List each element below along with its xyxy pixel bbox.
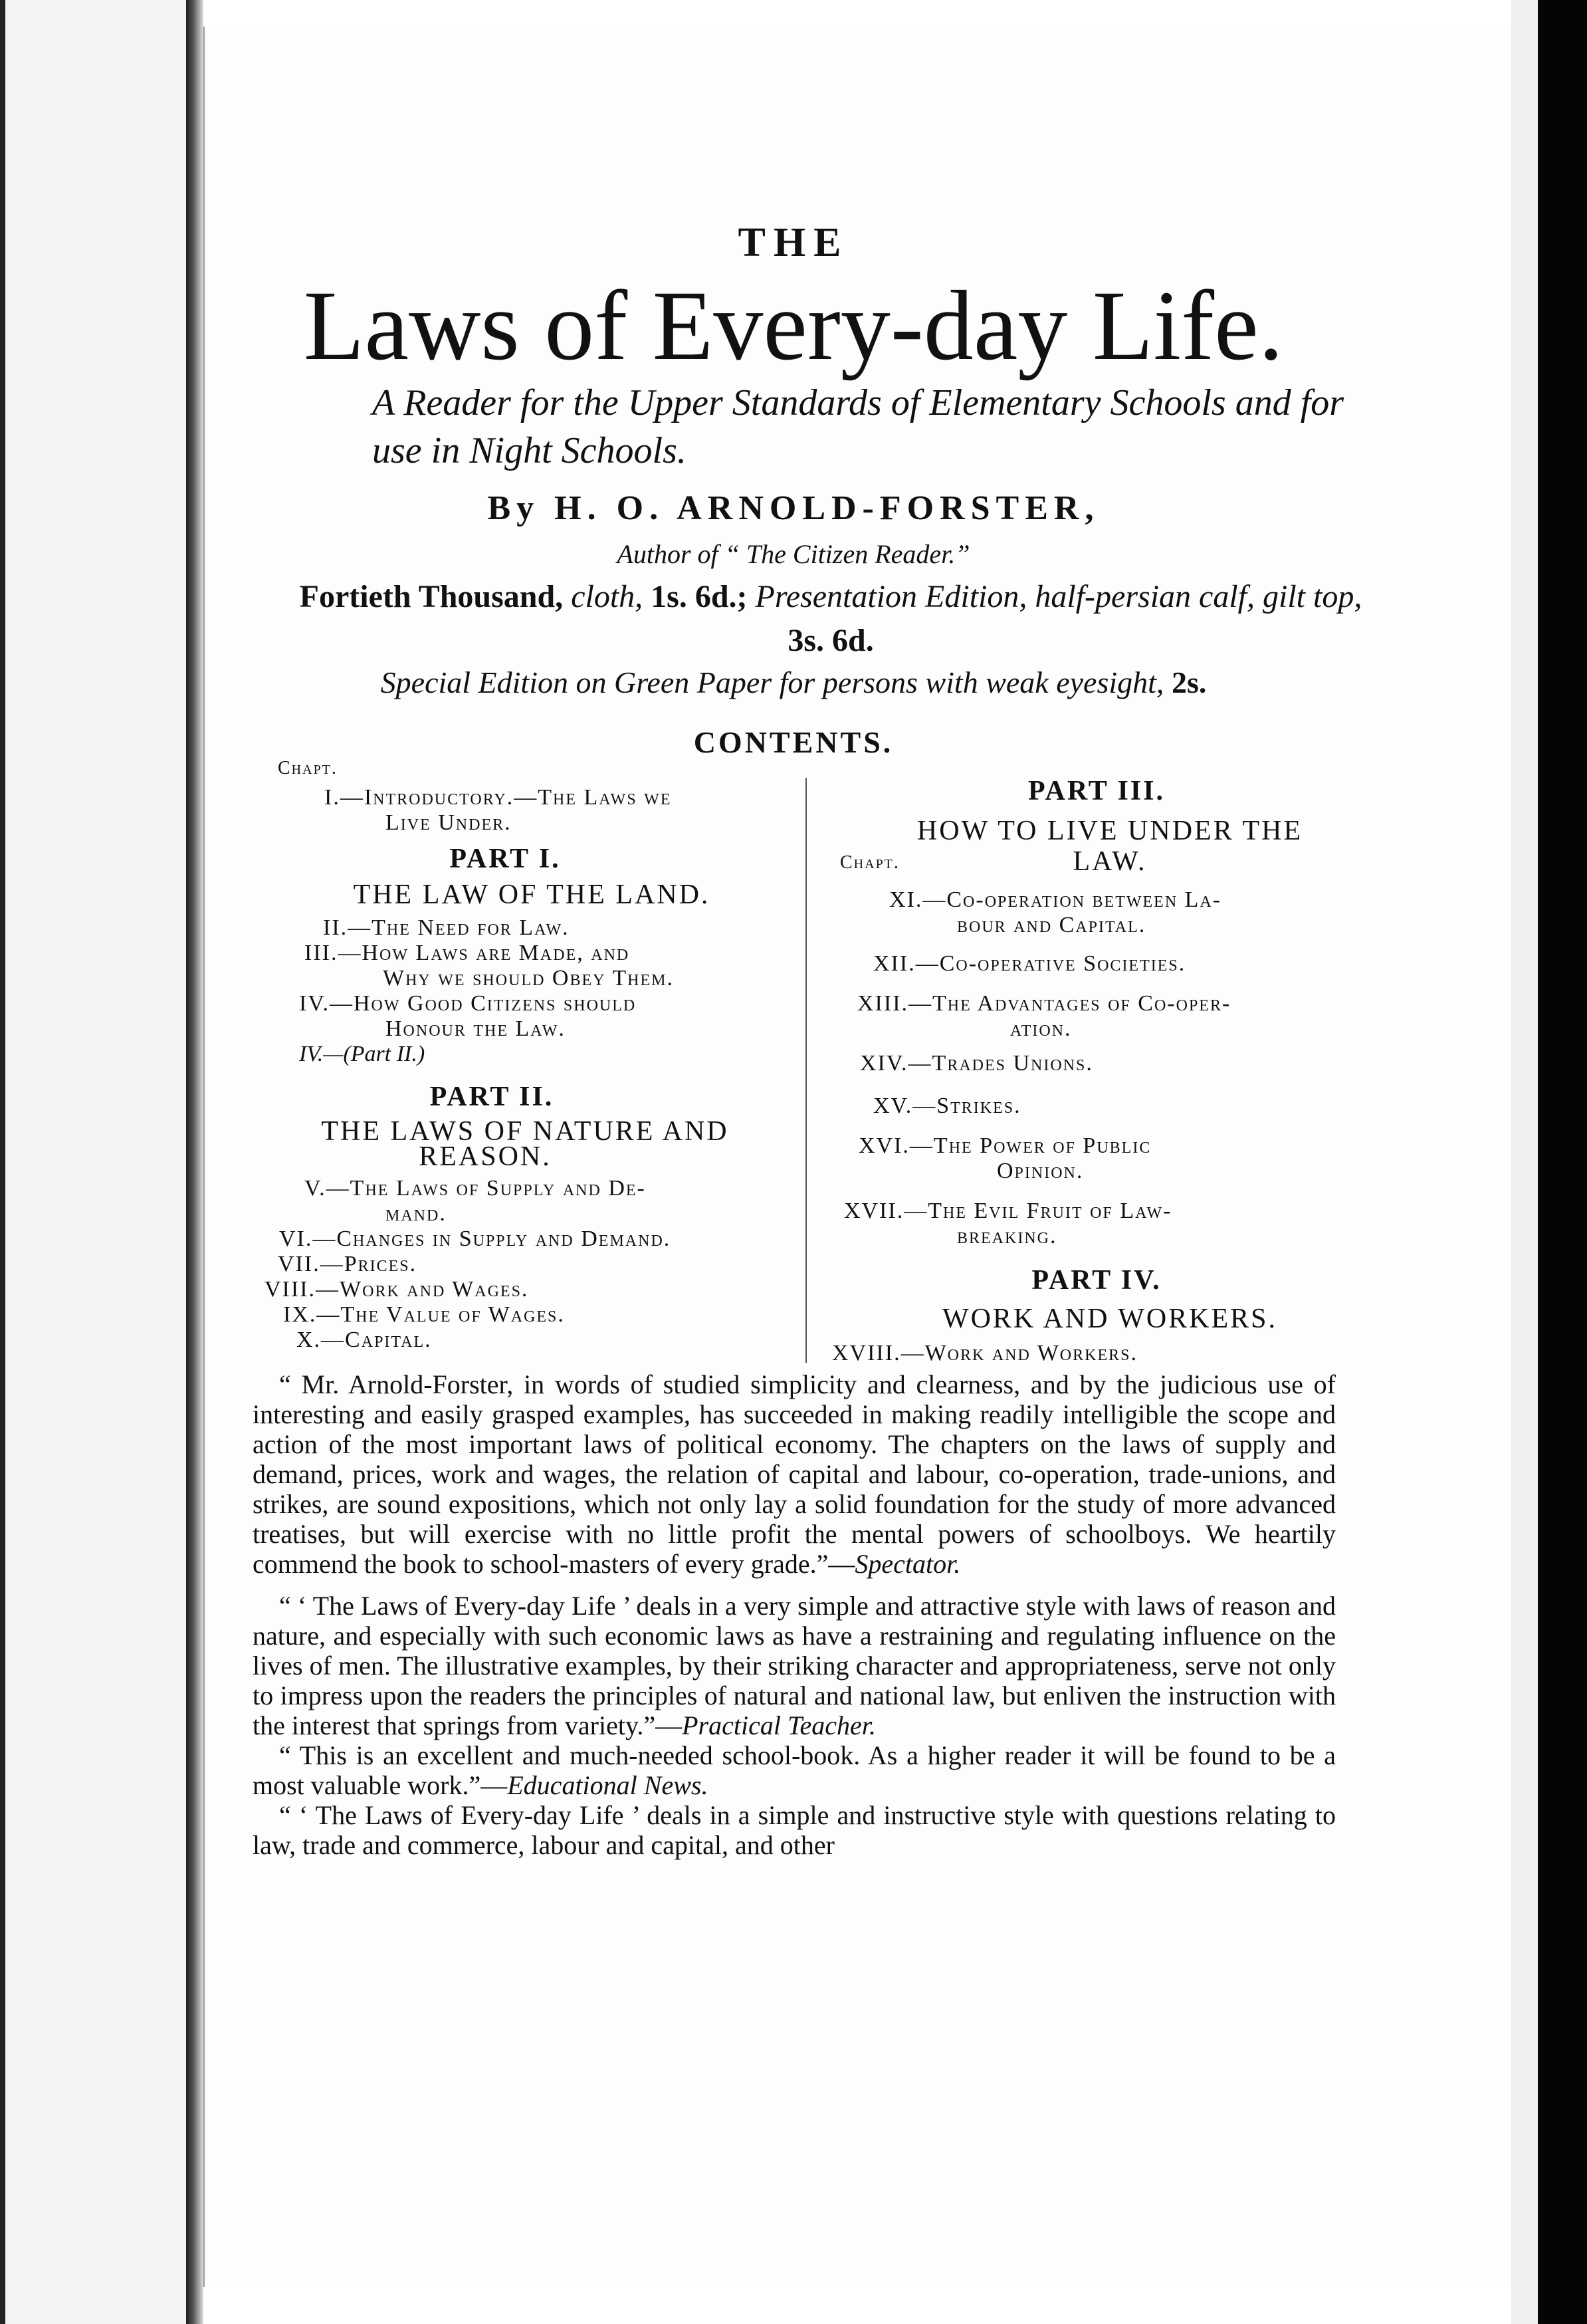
toc-ch4-cont: Honour the Law. <box>385 1016 566 1041</box>
toc-ch4-part2: IV.—(Part II.) <box>299 1042 425 1066</box>
part2-title: THE LAWS OF NATURE AND <box>321 1116 729 1147</box>
toc-ch14: XIV.—Trades Unions. <box>860 1051 1093 1076</box>
edition-presentation: Presentation Edition, half-persian calf, gilt top, <box>755 579 1362 614</box>
review-continued <box>253 1800 1336 1860</box>
part3-heading: PART III. <box>1027 776 1165 806</box>
toc-ch6: VI.—Changes in Supply and Demand. <box>279 1226 671 1251</box>
toc-ch11: XI.—Co-operation between La- <box>889 887 1222 912</box>
review-source: Educational News. <box>507 1770 708 1800</box>
book-title: Laws of Every-day Life. <box>303 271 1284 381</box>
toc-ch11-cont: bour and Capital. <box>957 913 1146 937</box>
part1-title: THE LAW OF THE LAND. <box>353 879 710 910</box>
review-spectator <box>253 1369 1336 1579</box>
toc-ch8: VIII.—Work and Wages. <box>264 1277 529 1302</box>
special-edition-text: Special Edition on Green Paper for persons with weak eyesight, <box>380 665 1164 699</box>
contents-heading: CONTENTS. <box>693 725 894 759</box>
press-reviews <box>253 1369 1336 1860</box>
author-credits: Author of “ The Citizen Reader.” <box>617 539 970 569</box>
review-educational-news <box>253 1740 1336 1800</box>
toc-ch12: XII.—Co-operative Societies. <box>873 951 1186 976</box>
toc-ch17-cont: breaking. <box>957 1224 1057 1248</box>
toc-ch17: XVII.—The Evil Fruit of Law- <box>844 1199 1172 1223</box>
special-edition <box>0 665 1587 700</box>
toc-ch16-cont: Opinion. <box>997 1159 1084 1183</box>
edition-info <box>286 575 1376 663</box>
toc-ch2: II.—The Need for Law. <box>323 915 570 940</box>
chapt-label-left: Chapt. <box>278 758 338 778</box>
toc-ch10: X.—Capital. <box>296 1328 432 1352</box>
toc-ch1-cont: Live Under. <box>385 810 512 835</box>
review-source: Practical Teacher. <box>682 1710 876 1740</box>
review-text: “ Mr. Arnold-Forster, in words of studied simplicity and clearness, and by the judicious use of interesting and easily grasped examples, has succeeded in making readily intelligible the scope and action of the most important laws of political economy. The chapters on the laws of supply and demand, prices, work and wages, the relation of capital and labour, co-operation, trade-unions, and strikes, are sound expositions, which not only lay a solid foundation for the study of more advanced treatises, but will exercise with no little profit the mental powers of schoolboys. We heartily commend the book to school-masters of every grade.”— <box>253 1369 1336 1579</box>
edition-presentation-price: 3s. 6d. <box>788 623 874 658</box>
part4-heading: PART IV. <box>1031 1265 1162 1296</box>
title-the: THE <box>738 220 849 265</box>
special-edition-price: 2s. <box>1171 665 1207 699</box>
toc-ch13-cont: ation. <box>1010 1016 1072 1041</box>
toc-ch5-cont: mand. <box>385 1201 447 1226</box>
part4-title: WORK AND WORKERS. <box>942 1304 1278 1334</box>
toc-ch16: XVI.—The Power of Public <box>859 1133 1152 1158</box>
part3-title: HOW TO LIVE UNDER THE <box>916 816 1303 846</box>
toc-ch3-cont: Why we should Obey Them. <box>383 966 674 990</box>
toc-ch15: XV.—Strikes. <box>873 1094 1021 1118</box>
review-practical-teacher <box>253 1591 1336 1740</box>
review-text: “ ‘ The Laws of Every-day Life ’ deals in a simple and instructive style with questions relating to law, trade and commerce, labour and capital, and other <box>253 1800 1336 1860</box>
toc-ch7: VII.—Prices. <box>278 1252 417 1276</box>
toc-ch18: XVIII.—Work and Workers. <box>832 1341 1138 1365</box>
edition-price: 1s. 6d.; <box>651 579 748 614</box>
book-subtitle: A Reader for the Upper Standards of Elementary Schools and for use in Night Schools. <box>372 382 1344 471</box>
edition-binding: cloth, <box>571 579 643 614</box>
part2-title-cont: REASON. <box>419 1141 552 1172</box>
toc-ch3: III.—How Laws are Made, and <box>304 941 630 965</box>
review-source: Spectator. <box>855 1549 961 1579</box>
author-byline: By H. O. ARNOLD-FORSTER, <box>487 489 1100 527</box>
toc-ch4: IV.—How Good Citizens should <box>299 991 637 1016</box>
edition-thousand: Fortieth Thousand, <box>299 579 564 614</box>
part3-title-cont: LAW. <box>1073 846 1147 877</box>
review-text: “ ‘ The Laws of Every-day Life ’ deals in a very simple and attractive style with laws of reason and nature, and especially with such economic laws as have a restraining and regulating influence on the lives of men. The illustrative examples, by their striking character and appropriateness, serve not only to impress upon the readers the principles of natural and national law, but enliven the instruction with the interest that springs from variety.”— <box>253 1591 1336 1740</box>
toc-ch9: IX.—The Value of Wages. <box>283 1302 565 1327</box>
toc-ch5: V.—The Laws of Supply and De- <box>304 1176 646 1201</box>
part2-heading: PART II. <box>429 1082 554 1112</box>
toc-ch13: XIII.—The Advantages of Co-oper- <box>857 991 1231 1016</box>
part1-heading: PART I. <box>449 844 561 874</box>
review-text: “ This is an excellent and much-needed school-book. As a higher reader it will be found to be a most valuable work.”— <box>253 1740 1336 1800</box>
toc-ch1: I.—Introductory.—The Laws we <box>324 785 672 810</box>
column-divider <box>805 778 807 1363</box>
chapt-label-right: Chapt. <box>840 852 900 873</box>
